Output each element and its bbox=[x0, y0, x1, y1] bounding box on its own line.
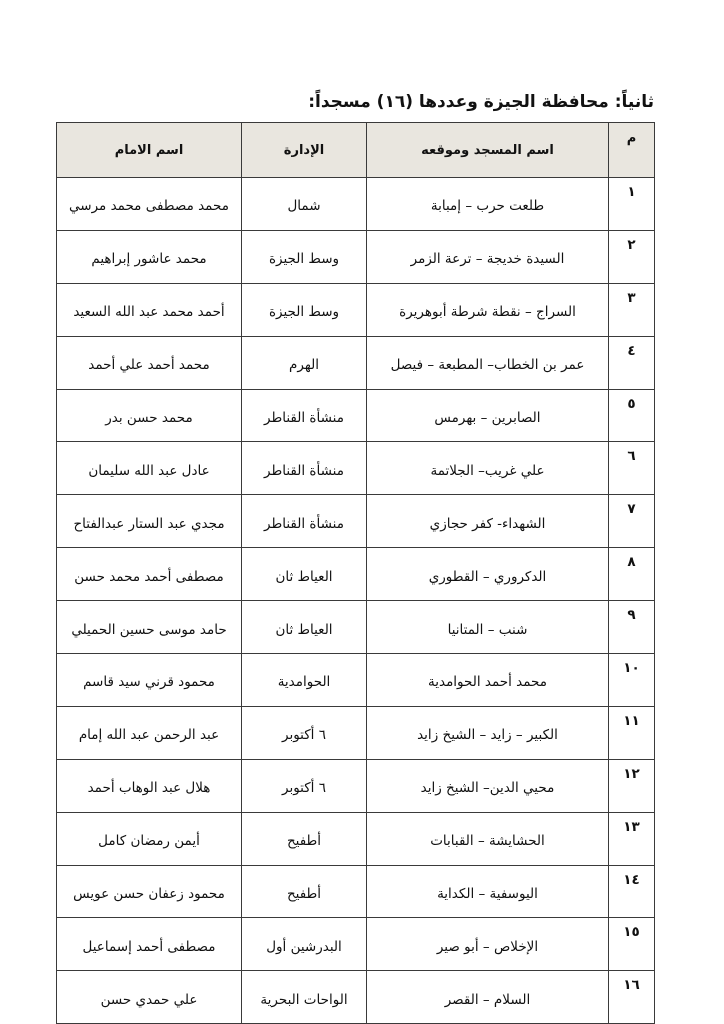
mosque-name-cell: الكبير – زايد – الشيخ زايد bbox=[367, 706, 609, 759]
imam-name-cell: مجدي عبد الستار عبدالفتاح bbox=[57, 495, 242, 548]
mosque-name-cell: السلام – القصر bbox=[367, 971, 609, 1024]
header-admin: الإدارة bbox=[242, 123, 367, 178]
mosque-name-cell: محيي الدين– الشيخ زايد bbox=[367, 759, 609, 812]
row-number: ٤ bbox=[609, 336, 655, 389]
imam-name-cell: أحمد محمد عبد الله السعيد bbox=[57, 283, 242, 336]
mosque-name-cell: محمد أحمد الحوامدية bbox=[367, 654, 609, 707]
table-row bbox=[57, 336, 655, 389]
table-row bbox=[57, 654, 655, 707]
row-number: ٦ bbox=[609, 442, 655, 495]
administration-cell: البدرشين أول bbox=[242, 918, 367, 971]
row-number: ١٤ bbox=[609, 865, 655, 918]
imam-name-cell: محمد حسن بدر bbox=[57, 389, 242, 442]
imam-name-cell: علي حمدي حسن bbox=[57, 971, 242, 1024]
row-number: ١٣ bbox=[609, 812, 655, 865]
table-row bbox=[57, 601, 655, 654]
mosque-name-cell: عمر بن الخطاب– المطبعة – فيصل bbox=[367, 336, 609, 389]
administration-cell: الهرم bbox=[242, 336, 367, 389]
row-number: ١١ bbox=[609, 706, 655, 759]
table-row bbox=[57, 548, 655, 601]
imam-name-cell: محمد عاشور إبراهيم bbox=[57, 230, 242, 283]
imam-name-cell: مصطفى أحمد إسماعيل bbox=[57, 918, 242, 971]
row-number: ٧ bbox=[609, 495, 655, 548]
imam-name-cell: مصطفى أحمد محمد حسن bbox=[57, 548, 242, 601]
imam-name-cell: عبد الرحمن عبد الله إمام bbox=[57, 706, 242, 759]
table-row bbox=[57, 971, 655, 1024]
row-number: ٢ bbox=[609, 230, 655, 283]
administration-cell: منشأة القناطر bbox=[242, 442, 367, 495]
administration-cell: منشأة القناطر bbox=[242, 389, 367, 442]
table-body bbox=[57, 178, 655, 1024]
mosque-name-cell: علي غريب– الجلاتمة bbox=[367, 442, 609, 495]
administration-cell: وسط الجيزة bbox=[242, 230, 367, 283]
table-row bbox=[57, 865, 655, 918]
table-row bbox=[57, 389, 655, 442]
table-row bbox=[57, 442, 655, 495]
row-number: ١٥ bbox=[609, 918, 655, 971]
row-number: ١ bbox=[609, 178, 655, 231]
imam-name-cell: عادل عبد الله سليمان bbox=[57, 442, 242, 495]
imam-name-cell: محمد أحمد علي أحمد bbox=[57, 336, 242, 389]
imam-name-cell: محمود زعفان حسن عويس bbox=[57, 865, 242, 918]
table-row bbox=[57, 178, 655, 231]
administration-cell: ٦ أكتوبر bbox=[242, 706, 367, 759]
section-heading: ثانياً: محافظة الجيزة وعددها (١٦) مسجداً: bbox=[308, 92, 654, 112]
table-row bbox=[57, 759, 655, 812]
table-row bbox=[57, 230, 655, 283]
mosque-name-cell: طلعت حرب – إمبابة bbox=[367, 178, 609, 231]
table-row bbox=[57, 918, 655, 971]
mosque-name-cell: السراج – نقطة شرطة أبوهريرة bbox=[367, 283, 609, 336]
administration-cell: أطفيح bbox=[242, 865, 367, 918]
administration-cell: وسط الجيزة bbox=[242, 283, 367, 336]
row-number: ٩ bbox=[609, 601, 655, 654]
administration-cell: الحوامدية bbox=[242, 654, 367, 707]
table-header bbox=[57, 123, 655, 178]
mosque-name-cell: اليوسفية – الكداية bbox=[367, 865, 609, 918]
imam-name-cell: أيمن رمضان كامل bbox=[57, 812, 242, 865]
administration-cell: أطفيح bbox=[242, 812, 367, 865]
imam-name-cell: حامد موسى حسين الحميلي bbox=[57, 601, 242, 654]
mosque-name-cell: شنب – المتانيا bbox=[367, 601, 609, 654]
imam-name-cell: محمود قرني سيد قاسم bbox=[57, 654, 242, 707]
table-row bbox=[57, 495, 655, 548]
row-number: ٣ bbox=[609, 283, 655, 336]
administration-cell: شمال bbox=[242, 178, 367, 231]
header-row bbox=[57, 123, 655, 178]
row-number: ٨ bbox=[609, 548, 655, 601]
imam-name-cell: محمد مصطفى محمد مرسي bbox=[57, 178, 242, 231]
administration-cell: العياط ثان bbox=[242, 601, 367, 654]
table-row bbox=[57, 812, 655, 865]
row-number: ٥ bbox=[609, 389, 655, 442]
mosque-name-cell: الصابرين – بهرمس bbox=[367, 389, 609, 442]
header-imam: اسم الامام bbox=[57, 123, 242, 178]
header-num: م bbox=[609, 123, 655, 178]
mosque-name-cell: الإخلاص – أبو صير bbox=[367, 918, 609, 971]
mosque-name-cell: السيدة خديجة – ترعة الزمر bbox=[367, 230, 609, 283]
mosque-name-cell: الشهداء- كفر حجازي bbox=[367, 495, 609, 548]
mosque-name-cell: الحشايشة – القبابات bbox=[367, 812, 609, 865]
table-row bbox=[57, 283, 655, 336]
administration-cell: منشأة القناطر bbox=[242, 495, 367, 548]
header-mosque: اسم المسجد وموقعه bbox=[367, 123, 609, 178]
row-number: ١٠ bbox=[609, 654, 655, 707]
administration-cell: العياط ثان bbox=[242, 548, 367, 601]
mosque-name-cell: الدكروري – القطوري bbox=[367, 548, 609, 601]
table-row bbox=[57, 706, 655, 759]
administration-cell: الواحات البحرية bbox=[242, 971, 367, 1024]
row-number: ١٦ bbox=[609, 971, 655, 1024]
row-number: ١٢ bbox=[609, 759, 655, 812]
mosques-table bbox=[56, 122, 655, 1024]
imam-name-cell: هلال عبد الوهاب أحمد bbox=[57, 759, 242, 812]
administration-cell: ٦ أكتوبر bbox=[242, 759, 367, 812]
